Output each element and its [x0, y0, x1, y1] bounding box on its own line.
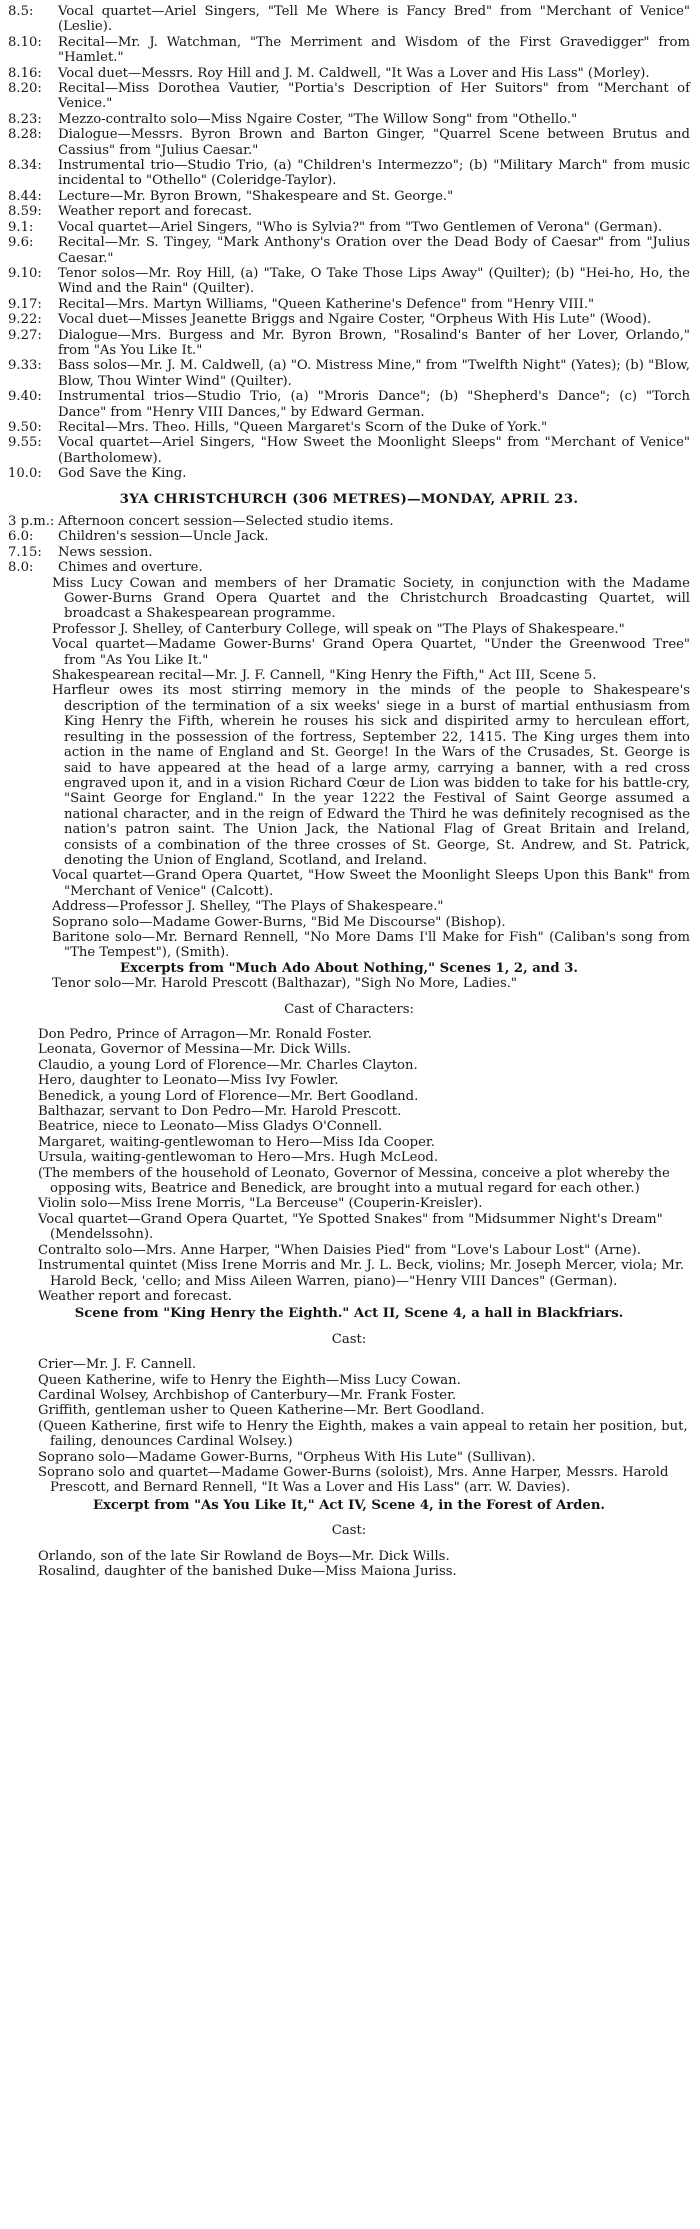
cast-list-henry-viii [8, 1357, 690, 1496]
programme-entry [8, 66, 690, 81]
wellington-programme-list [8, 4, 690, 482]
cast-line: Balthazar, servant to Don Pedro—Mr. Harold Prescott. [38, 1104, 402, 1120]
entry-time: 9.50: [8, 419, 42, 435]
entry-time: 8.5: [8, 4, 34, 19]
cast-line: Benedick, a young Lord of Florence—Mr. Bert Goodland. [38, 1088, 419, 1104]
entry-time: 9.6: [8, 235, 34, 251]
programme-entry [8, 220, 690, 235]
programme-entry [8, 189, 690, 204]
programme-entry [8, 204, 690, 219]
cast-line: Violin solo—Miss Irene Morris, "La Berceuse" (Couperin-Kreisler). [38, 1196, 483, 1212]
entry-text: Dialogue—Mrs. Burgess and Mr. Byron Brown, "Rosalind's Banter of her Lover, Orlando," from "As You Like It." [58, 327, 690, 358]
entry-time: 8.59: [8, 204, 42, 220]
programme-entry [8, 266, 690, 297]
cast-line: Griffith, gentleman usher to Queen Katherine—Mr. Bert Goodland. [38, 1403, 485, 1419]
entry-text: Lecture—Mr. Byron Brown, "Shakespeare and St. George." [58, 188, 454, 204]
cast-line: (Queen Katherine, first wife to Henry the Eighth, makes a vain appeal to retain her position, but, failing, denounces Cardinal Wolsey.) [38, 1418, 688, 1450]
entry-text: Recital—Mrs. Theo. Hills, "Queen Margaret's Scorn of the Duke of York." [58, 419, 548, 435]
cast-line: Claudio, a young Lord of Florence—Mr. Charles Clayton. [38, 1057, 418, 1073]
entry-time: 7.15: [8, 544, 42, 560]
cast-line: Soprano solo—Madame Gower-Burns, "Orpheus With His Lute" (Sullivan). [38, 1449, 536, 1465]
entry-text: Vocal quartet—Ariel Singers, "Who is Sylvia?" from "Two Gentlemen of Verona" (German). [58, 219, 663, 235]
cast-line: Rosalind, daughter of the banished Duke—Miss Maiona Juriss. [38, 1564, 457, 1579]
excerpt-heading-much-ado: Excerpts from "Much Ado About Nothing," Scenes 1, 2, and 3. [120, 960, 578, 976]
entry-time: 9.33: [8, 358, 42, 374]
cast-line: Ursula, waiting-gentlewoman to Hero—Mrs. Hugh McLeod. [38, 1150, 439, 1166]
entry-text: Bass solos—Mr. J. M. Caldwell, (a) "O. Mistress Mine," from "Twelfth Night" (Yates); (b) "Blow, Blow, Thou Winter Wind" (Quilter). [58, 358, 690, 389]
entry-time: 8.0: [8, 560, 34, 576]
cast-line: Crier—Mr. J. F. Cannell. [38, 1357, 197, 1373]
programme-entry [8, 358, 690, 389]
cast-line: Orlando, son of the late Sir Rowland de Boys—Mr. Dick Wills. [38, 1548, 450, 1564]
cast-line: Cardinal Wolsey, Archbishop of Canterbury—Mr. Frank Foster. [38, 1387, 457, 1403]
entry-time: 6.0: [8, 529, 34, 545]
entry-text: Weather report and forecast. [58, 204, 252, 220]
cast-heading-as-you-like-it: Cast: [331, 1523, 367, 1539]
programme-entry [8, 328, 690, 359]
programme-paragraph: Baritone solo—Mr. Bernard Rennell, "No More Dams I'll Make for Fish" (Caliban's song from "The Tempest"), (Smith). [52, 929, 690, 961]
entry-text: Vocal duet—Messrs. Roy Hill and J. M. Caldwell, "It Was a Lover and His Lass" (Morley). [58, 65, 650, 81]
entry-text: Afternoon concert session—Selected studio items. [58, 514, 394, 529]
programme-entry [8, 297, 690, 312]
cast-list-as-you-like-it [8, 1549, 690, 1580]
programme-paragraph: Soprano solo—Madame Gower-Burns, "Bid Me Discourse" (Bishop). [52, 914, 506, 930]
entry-time: 8.20: [8, 81, 42, 97]
programme-entry [8, 389, 690, 420]
programme-paragraphs [8, 576, 690, 961]
programme-entry [8, 514, 690, 529]
entry-time: 9.17: [8, 296, 42, 312]
entry-time: 9.22: [8, 312, 42, 328]
station-heading: 3YA CHRISTCHURCH (306 METRES)—MONDAY, APRIL 23. [119, 490, 579, 507]
entry-time: 8.23: [8, 111, 42, 127]
entry-text: Dialogue—Messrs. Byron Brown and Barton Ginger, "Quarrel Scene between Brutus and Cassius" from "Julius Caesar." [58, 127, 690, 158]
excerpt-heading-as-you-like-it: Excerpt from "As You Like It," Act IV, Scene 4, in the Forest of Arden. [92, 1497, 606, 1513]
entry-text: Mezzo-contralto solo—Miss Ngaire Coster, "The Willow Song" from "Othello." [58, 111, 578, 127]
cast-line: Beatrice, niece to Leonato—Miss Gladys O'Connell. [38, 1119, 383, 1135]
programme-paragraph: Vocal quartet—Grand Opera Quartet, "How Sweet the Moonlight Sleeps Upon this Bank" from "Merchant of Venice" (Calcott). [52, 868, 690, 899]
cast-line: Soprano solo and quartet—Madame Gower-Burns (soloist), Mrs. Anne Harper, Messrs. Harold Prescott, and Bernard Rennell, "It Was a Lover and His Lass" (arr. W. Davies). [38, 1464, 669, 1496]
tenor-solo-line: Tenor solo—Mr. Harold Prescott (Balthazar), "Sigh No More, Ladies." [52, 976, 517, 992]
programme-paragraph: Professor J. Shelley, of Canterbury College, will speak on "The Plays of Shakespeare." [52, 621, 625, 637]
entry-text: Chimes and overture. [58, 560, 203, 576]
cast-line: Don Pedro, Prince of Arragon—Mr. Ronald Foster. [38, 1027, 372, 1042]
entry-text: Vocal duet—Misses Jeanette Briggs and Ngaire Coster, "Orpheus With His Lute" (Wood). [58, 312, 652, 328]
entry-time: 9.55: [8, 435, 42, 451]
programme-paragraph: Miss Lucy Cowan and members of her Dramatic Society, in conjunction with the Madame Gower-Burns Grand Opera Quartet and the Christchurch Broadcasting Quartet, will broadcast a Shakespearean programme. [52, 575, 690, 622]
cast-line: (The members of the household of Leonato, Governor of Messina, conceive a plot whereby the opposing wits, Beatrice and Benedick, are brought into a mutual regard for each other.) [38, 1165, 670, 1197]
programme-entry [8, 127, 690, 158]
programme-paragraph: Shakespearean recital—Mr. J. F. Cannell, "King Henry the Fifth," Act III, Scene 5. [52, 668, 597, 684]
entry-text: Instrumental trios—Studio Trio, (a) "Mroris Dance"; (b) "Shepherd's Dance"; (c) "Torch Dance" from "Henry VIII Dances," by Edward German. [58, 389, 690, 420]
programme-entry [8, 466, 690, 481]
programme-paragraph: Vocal quartet—Madame Gower-Burns' Grand Opera Quartet, "Under the Greenwood Tree" from "As You Like It." [52, 637, 690, 668]
entry-time: 9.27: [8, 327, 42, 343]
programme-entry [8, 158, 690, 189]
programme-entry [8, 529, 690, 544]
entry-time: 8.28: [8, 127, 42, 143]
entry-text: Recital—Miss Dorothea Vautier, "Portia's Description of Her Suitors" from "Merchant of Venice." [58, 81, 690, 112]
entry-time: 8.34: [8, 158, 42, 174]
cast-line: Queen Katherine, wife to Henry the Eighth—Miss Lucy Cowan. [38, 1372, 461, 1388]
entry-text: Children's session—Uncle Jack. [58, 529, 269, 545]
entry-text: Recital—Mrs. Martyn Williams, "Queen Katherine's Defence" from "Henry VIII." [58, 296, 595, 312]
cast-line: Vocal quartet—Grand Opera Quartet, "Ye Spotted Snakes" from "Midsummer Night's Dream" (Mendelssohn). [38, 1211, 663, 1243]
programme-entry [8, 81, 690, 112]
programme-entry [8, 435, 690, 466]
entry-time: 9.10: [8, 265, 42, 281]
excerpt-heading-henry-viii: Scene from "King Henry the Eighth." Act II, Scene 4, a hall in Blackfriars. [74, 1306, 624, 1322]
cast-line: Contralto solo—Mrs. Anne Harper, "When Daisies Pied" from "Love's Labour Lost" (Arne). [38, 1242, 641, 1258]
programme-entry [8, 420, 690, 435]
cast-heading-henry-viii: Cast: [331, 1331, 367, 1347]
cast-line: Margaret, waiting-gentlewoman to Hero—Miss Ida Cooper. [38, 1134, 435, 1150]
programme-entry [8, 35, 690, 66]
entry-text: Tenor solos—Mr. Roy Hill, (a) "Take, O Take Those Lips Away" (Quilter); (b) "Hei-ho, Ho, the Wind and the Rain" (Quilter). [58, 265, 690, 297]
entry-text: Recital—Mr. J. Watchman, "The Merriment and Wisdom of the First Gravedigger" from "Hamlet." [58, 34, 690, 66]
entry-time: 3 p.m.: [8, 514, 55, 529]
entry-time: 9.40: [8, 389, 42, 405]
cast-line: Hero, daughter to Leonato—Miss Ivy Fowler. [38, 1073, 339, 1089]
cast-list-much-ado [8, 1027, 690, 1304]
cast-line: Instrumental quintet (Miss Irene Morris and Mr. J. L. Beck, violins; Mr. Joseph Mercer, viola; Mr. Harold Beck, 'cello; and Miss Aileen Warren, piano)—"Henry VIII Dances" (German). [38, 1258, 685, 1289]
entry-time: 9.1: [8, 219, 34, 235]
programme-entry [8, 560, 690, 575]
programme-entry [8, 235, 690, 266]
programme-entry [8, 112, 690, 127]
entry-text: Instrumental trio—Studio Trio, (a) "Children's Intermezzo"; (b) "Military March" from music incidental to "Othello" (Coleridge-Taylor). [58, 158, 690, 189]
entry-time: 8.10: [8, 34, 42, 50]
entry-text: Recital—Mr. S. Tingey, "Mark Anthony's Oration over the Dead Body of Caesar" from "Julius Caesar." [58, 235, 690, 266]
programme-entry [8, 4, 690, 35]
programme-entry [8, 312, 690, 327]
entry-time: 8.16: [8, 65, 42, 81]
entry-text: Vocal quartet—Ariel Singers, "Tell Me Where is Fancy Bred" from "Merchant of Venice" (Leslie). [58, 4, 690, 35]
programme-paragraph: Harfleur owes its most stirring memory in the minds of the people to Shakespeare's description of the termination of a six weeks' siege in a burst of martial enthusiasm from King Henry the Fifth, wherein he rouses his sick and dispirited army to herculean effort, resulting in the possession of the fortress, September 22, 1415. The King urges them into action in the name of England and St. George! In the Wars of the Crusades, St. George is said to have appeared at the head of a large army, carrying a banner, with a red cross engraved upon it, and in a vision Richard Cœur de Lion was bidden to take for his battle-cry, "Saint George for England." In the year 1222 the Festival of Saint George assumed a national character, and in the reign of Edward the Third he was definitely recognised as the nation's patron saint. The Union Jack, the National Flag of Great Britain and Ireland, consists of a combination of the three crosses of St. George, St. Andrew, and St. Patrick, denoting the Union of England, Scotland, and Ireland. [52, 683, 690, 868]
christchurch-schedule-list [8, 514, 690, 576]
cast-line: Weather report and forecast. [38, 1288, 232, 1304]
entry-text: God Save the King. [58, 466, 187, 482]
programme-paragraph: Address—Professor J. Shelley, "The Plays of Shakespeare." [52, 899, 444, 915]
cast-heading-much-ado: Cast of Characters: [284, 1001, 414, 1017]
entry-time: 10.0: [8, 466, 42, 482]
programme-entry [8, 545, 690, 560]
cast-line: Leonata, Governor of Messina—Mr. Dick Wills. [38, 1042, 352, 1058]
entry-time: 8.44: [8, 188, 42, 204]
entry-text: Vocal quartet—Ariel Singers, "How Sweet the Moonlight Sleeps" from "Merchant of Venice" (Bartholomew). [58, 435, 690, 466]
entry-text: News session. [58, 544, 153, 560]
